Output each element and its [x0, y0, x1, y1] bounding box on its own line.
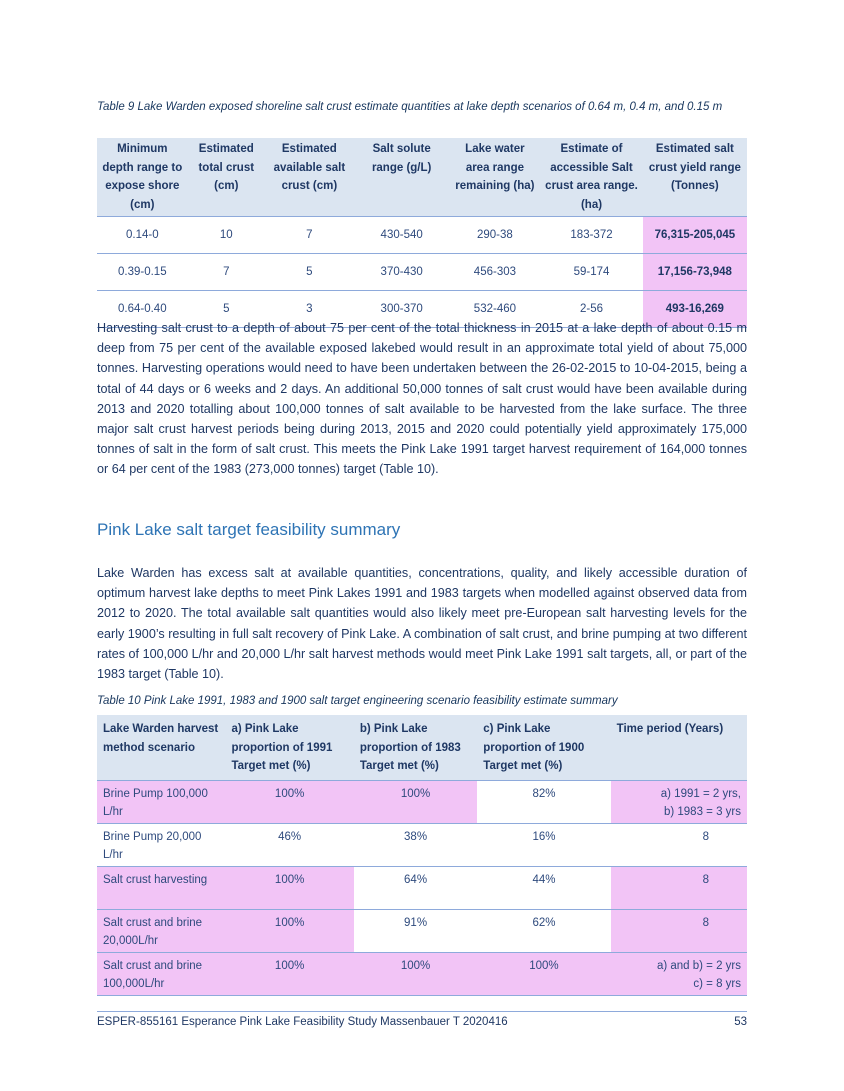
column-header: Minimum depth range to expose shore (cm) — [97, 138, 188, 217]
column-header: a) Pink Lake proportion of 1991 Target met (%) — [225, 715, 353, 780]
column-header: b) Pink Lake proportion of 1983 Target met (%) — [354, 715, 477, 780]
table-cell: 100% — [225, 780, 353, 823]
time-line: 8 — [702, 916, 710, 929]
table-row — [97, 780, 747, 823]
yield-cell: 493-16,269 — [643, 291, 747, 328]
table-header-row — [97, 715, 747, 780]
table-row — [97, 952, 747, 995]
table-cell: 0.39-0.15 — [97, 254, 188, 291]
table-cell: 532-460 — [450, 291, 541, 328]
table-row — [97, 909, 747, 952]
column-header: Estimated salt crust yield range (Tonnes) — [643, 138, 747, 217]
table-cell: 44% — [477, 866, 610, 909]
table-10 — [97, 715, 747, 996]
time-line: b) 1983 = 3 yrs — [663, 805, 741, 818]
footer-divider — [97, 1011, 747, 1012]
time-line: a) 1991 = 2 yrs, — [660, 787, 741, 800]
yield-cell: 17,156-73,948 — [643, 254, 747, 291]
time-cell — [611, 780, 747, 823]
method-cell: Salt crust and brine 20,000L/hr — [97, 909, 225, 952]
method-cell: Brine Pump 20,000 L/hr — [97, 823, 225, 866]
table-cell: 64% — [354, 866, 477, 909]
method-cell: Salt crust and brine 100,000L/hr — [97, 952, 225, 995]
table-row — [97, 823, 747, 866]
column-header: Estimated available salt crust (cm) — [265, 138, 354, 217]
table-9-caption: Table 9 Lake Warden exposed shoreline salt crust estimate quantities at lake depth scenarios of 0.64 m, 0.4 m, and 0.15 m — [97, 101, 723, 113]
time-line: c) = 8 yrs — [693, 977, 741, 990]
table-cell: 370-430 — [354, 254, 450, 291]
table-row — [97, 866, 747, 909]
table-cell: 183-372 — [540, 217, 642, 254]
table-cell: 7 — [188, 254, 265, 291]
table-cell: 16% — [477, 823, 610, 866]
time-line: 8 — [702, 873, 710, 886]
table-cell: 7 — [265, 217, 354, 254]
column-header: Salt solute range (g/L) — [354, 138, 450, 217]
table-cell: 2-56 — [540, 291, 642, 328]
table-cell: 430-540 — [354, 217, 450, 254]
table-cell: 0.64-0.40 — [97, 291, 188, 328]
table-cell: 3 — [265, 291, 354, 328]
table-cell: 300-370 — [354, 291, 450, 328]
table-row — [97, 217, 747, 254]
column-header: Time period (Years) — [611, 715, 747, 780]
time-cell — [611, 952, 747, 995]
column-header: Lake Warden harvest method scenario — [97, 715, 225, 780]
body-paragraph: Lake Warden has excess salt at available quantities, concentrations, quality, and likely accessible duration of optimum harvest lake depths to meet Pink Lakes 1991 and 1983 targets when modelled against observed data from 2012 to 2020. The total available salt quantities would also likely meet pre-European salt harvesting levels for the early 1900’s resulting in full salt recovery of Pink Lake. A combination of salt crust, and brine pumping at two different rates of 100,000 L/hr and 20,000 L/hr salt harvest methods would meet Pink Lake 1991 salt targets, all, or part of the 1983 target (Table 10). — [97, 566, 747, 682]
method-cell: Brine Pump 100,000 L/hr — [97, 780, 225, 823]
table-cell: 59-174 — [540, 254, 642, 291]
column-header: Estimated total crust (cm) — [188, 138, 265, 217]
table-cell: 290-38 — [450, 217, 541, 254]
time-line: 8 — [702, 830, 710, 843]
table-cell: 100% — [225, 909, 353, 952]
column-header: c) Pink Lake proportion of 1900 Target met (%) — [477, 715, 610, 780]
column-header: Lake water area range remaining (ha) — [450, 138, 541, 217]
time-cell — [611, 823, 747, 866]
table-cell: 5 — [188, 291, 265, 328]
table-cell: 100% — [354, 780, 477, 823]
table-10-caption: Table 10 Pink Lake 1991, 1983 and 1900 salt target engineering scenario feasibility estimate summary — [97, 695, 618, 707]
footer-document-id: ESPER-855161 Esperance Pink Lake Feasibility Study Massenbauer T 2020416 — [97, 1016, 508, 1028]
table-cell: 62% — [477, 909, 610, 952]
table-cell: 46% — [225, 823, 353, 866]
table-cell: 0.14-0 — [97, 217, 188, 254]
table-9 — [97, 138, 747, 328]
table-header-row — [97, 138, 747, 217]
table-cell: 100% — [354, 952, 477, 995]
table-cell: 82% — [477, 780, 610, 823]
page-number: 53 — [734, 1016, 747, 1028]
time-cell — [611, 866, 747, 909]
table-cell: 10 — [188, 217, 265, 254]
table-cell: 91% — [354, 909, 477, 952]
yield-cell: 76,315-205,045 — [643, 217, 747, 254]
section-heading: Pink Lake salt target feasibility summary — [97, 520, 401, 539]
table-cell: 5 — [265, 254, 354, 291]
method-cell: Salt crust harvesting — [97, 866, 225, 909]
table-row — [97, 254, 747, 291]
body-paragraph: Harvesting salt crust to a depth of about 75 per cent of the total thickness in 2015 at a lake depth of about 0.15 m deep from 75 per cent of the available exposed lakebed would result in an approximate total yield of about 75,000 tonnes. Harvesting operations would need to have been undertaken between the 26-02-2015 to 10-04-2015, being a total of 44 days or 6 weeks and 2 days. An additional 50,000 tonnes of salt crust would have been available during 2013 and 2020 totalling about 100,000 tonnes of salt available to be harvested from the lake surface. The three major salt crust harvest periods being during 2013, 2015 and 2020 could potentially yield approximately 175,000 tonnes of salt in the form of salt crust. This meets the Pink Lake 1991 target harvest requirement of 164,000 tonnes or 64 per cent of the 1983 (273,000 tonnes) target (Table 10). — [97, 321, 747, 477]
table-cell: 100% — [225, 866, 353, 909]
time-line: a) and b) = 2 yrs — [656, 959, 741, 972]
table-cell: 38% — [354, 823, 477, 866]
table-cell: 456-303 — [450, 254, 541, 291]
column-header: Estimate of accessible Salt crust area range. (ha) — [540, 138, 642, 217]
table-cell: 100% — [477, 952, 610, 995]
time-cell — [611, 909, 747, 952]
table-cell: 100% — [225, 952, 353, 995]
